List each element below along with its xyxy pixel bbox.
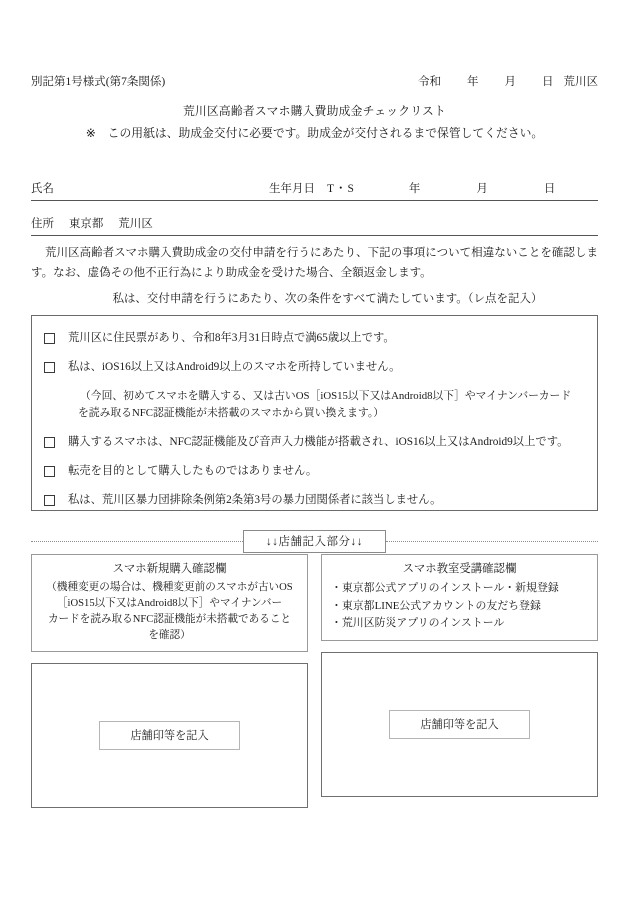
birthdate-era-label: T・S — [327, 183, 355, 195]
new-purchase-body-line: ［iOS15以下又はAndroid8以下］やマイナンバー — [56, 597, 283, 609]
header-day-unit: 日 — [542, 76, 554, 88]
checklist-item[interactable] — [44, 434, 585, 451]
new-purchase-body-line: を確認） — [148, 629, 191, 641]
checkbox-icon[interactable] — [44, 333, 55, 344]
class-attendance-title: スマホ教室受講確認欄 — [402, 563, 517, 575]
store-stamp-label: 店舗印等を記入 — [99, 721, 239, 750]
list-item: ・荒川区防災アプリのインストール — [331, 617, 505, 630]
header-era-label: 令和 — [418, 76, 441, 88]
birthdate-day-unit: 日 — [543, 183, 556, 195]
address-ward: 荒川区 — [118, 218, 153, 230]
checklist-item-label: 購入するスマホは、NFC認証機能及び音声入力機能が搭載され、iOS16以上又はAndroid9以上です。 — [68, 436, 569, 449]
list-item: ・東京都LINE公式アカウントの友だち登録 — [331, 599, 541, 612]
new-purchase-body-line: カードを読み取るNFC認証機能が未搭載であること — [47, 613, 292, 625]
birthdate-month-unit: 月 — [476, 183, 488, 195]
store-stamp-area-right[interactable] — [321, 652, 598, 797]
address-row — [31, 215, 598, 236]
checklist-subnote — [70, 388, 585, 421]
class-attendance-list — [329, 580, 590, 633]
checklist-item-label: 転売を目的として購入したものではありません。 — [68, 465, 318, 478]
page-title: 荒川区高齢者スマホ購入費助成金チェックリスト — [182, 104, 447, 118]
store-columns — [31, 554, 598, 808]
birthdate-label: 生年月日 — [269, 183, 315, 195]
form-header-row — [31, 73, 598, 89]
divider-dash-left — [31, 541, 243, 542]
checklist-item[interactable] — [44, 492, 585, 509]
new-purchase-title: スマホ新規購入確認欄 — [112, 563, 227, 575]
checklist-box — [31, 315, 598, 511]
divider-label: ↓↓店舗記入部分↓↓ — [243, 530, 386, 553]
store-column-right — [321, 554, 598, 808]
confirmation-paragraph: 荒川区高齢者スマホ購入費助成金の交付申請を行うにあたり、下記の事項について相違ないことを確認します。なお、虚偽その他不正行為により助成金を受けた場合、全額返金します。 — [31, 247, 598, 280]
store-stamp-area-left[interactable] — [31, 663, 308, 808]
name-birthdate-row — [31, 180, 598, 201]
form-id-label: 別記第1号様式(第7条関係) — [31, 76, 166, 88]
header-date-group — [418, 73, 598, 89]
name-label: 氏名 — [31, 183, 54, 195]
checkbox-icon[interactable] — [44, 495, 55, 506]
note-text: この用紙は、助成金交付に必要です。助成金が交付されるまで保管してください。 — [107, 126, 544, 140]
new-purchase-body-line: （機種変更の場合は、機種変更前のスマホが古いOS — [46, 582, 293, 593]
header-year-unit: 年 — [467, 76, 479, 88]
divider-dash-right — [386, 541, 598, 542]
checklist-item[interactable] — [44, 463, 585, 480]
checkbox-icon[interactable] — [44, 437, 55, 448]
checklist-item-label: 荒川区に住民票があり、令和8年3月31日時点で満65歳以上です。 — [68, 332, 395, 344]
header-ward-label: 荒川区 — [563, 76, 598, 88]
store-stamp-label: 店舗印等を記入 — [389, 710, 529, 739]
declaration-text: 私は、交付申請を行うにあたり、次の条件をすべて満たしています。（レ点を記入） — [112, 293, 543, 305]
new-purchase-confirmation-card — [31, 554, 308, 652]
checklist-item[interactable] — [44, 330, 585, 347]
note-mark-icon: ※ — [85, 126, 96, 140]
checkbox-icon[interactable] — [44, 466, 55, 477]
address-prefecture: 東京都 — [68, 218, 104, 230]
birthdate-year-unit: 年 — [408, 183, 421, 195]
address-label: 住所 — [31, 218, 54, 230]
checklist-item-label: 私は、荒川区暴力団排除条例第2条第3号の暴力団関係者に該当しません。 — [68, 494, 442, 507]
new-purchase-body — [39, 580, 300, 644]
checkbox-icon[interactable] — [44, 362, 55, 373]
checklist-item-label: 私は、iOS16以上又はAndroid9以上のスマホを所持していません。 — [68, 360, 401, 373]
checklist-subnote-line1: （今回、初めてスマホを購入する、又は古いOS［iOS15以下又はAndroid8以下］やマイナンバーカード — [80, 389, 572, 402]
header-month-unit: 月 — [504, 76, 516, 88]
page-note — [31, 124, 598, 141]
store-column-left — [31, 554, 308, 808]
store-section-divider — [31, 531, 598, 551]
list-item: ・東京都公式アプリのインストール・新規登録 — [331, 582, 559, 594]
class-attendance-confirmation-card — [321, 554, 598, 641]
checklist-item[interactable] — [44, 359, 585, 376]
checklist-subnote-line2: を読み取るNFC認証機能が未搭載のスマホから買い換えます。） — [78, 406, 385, 419]
